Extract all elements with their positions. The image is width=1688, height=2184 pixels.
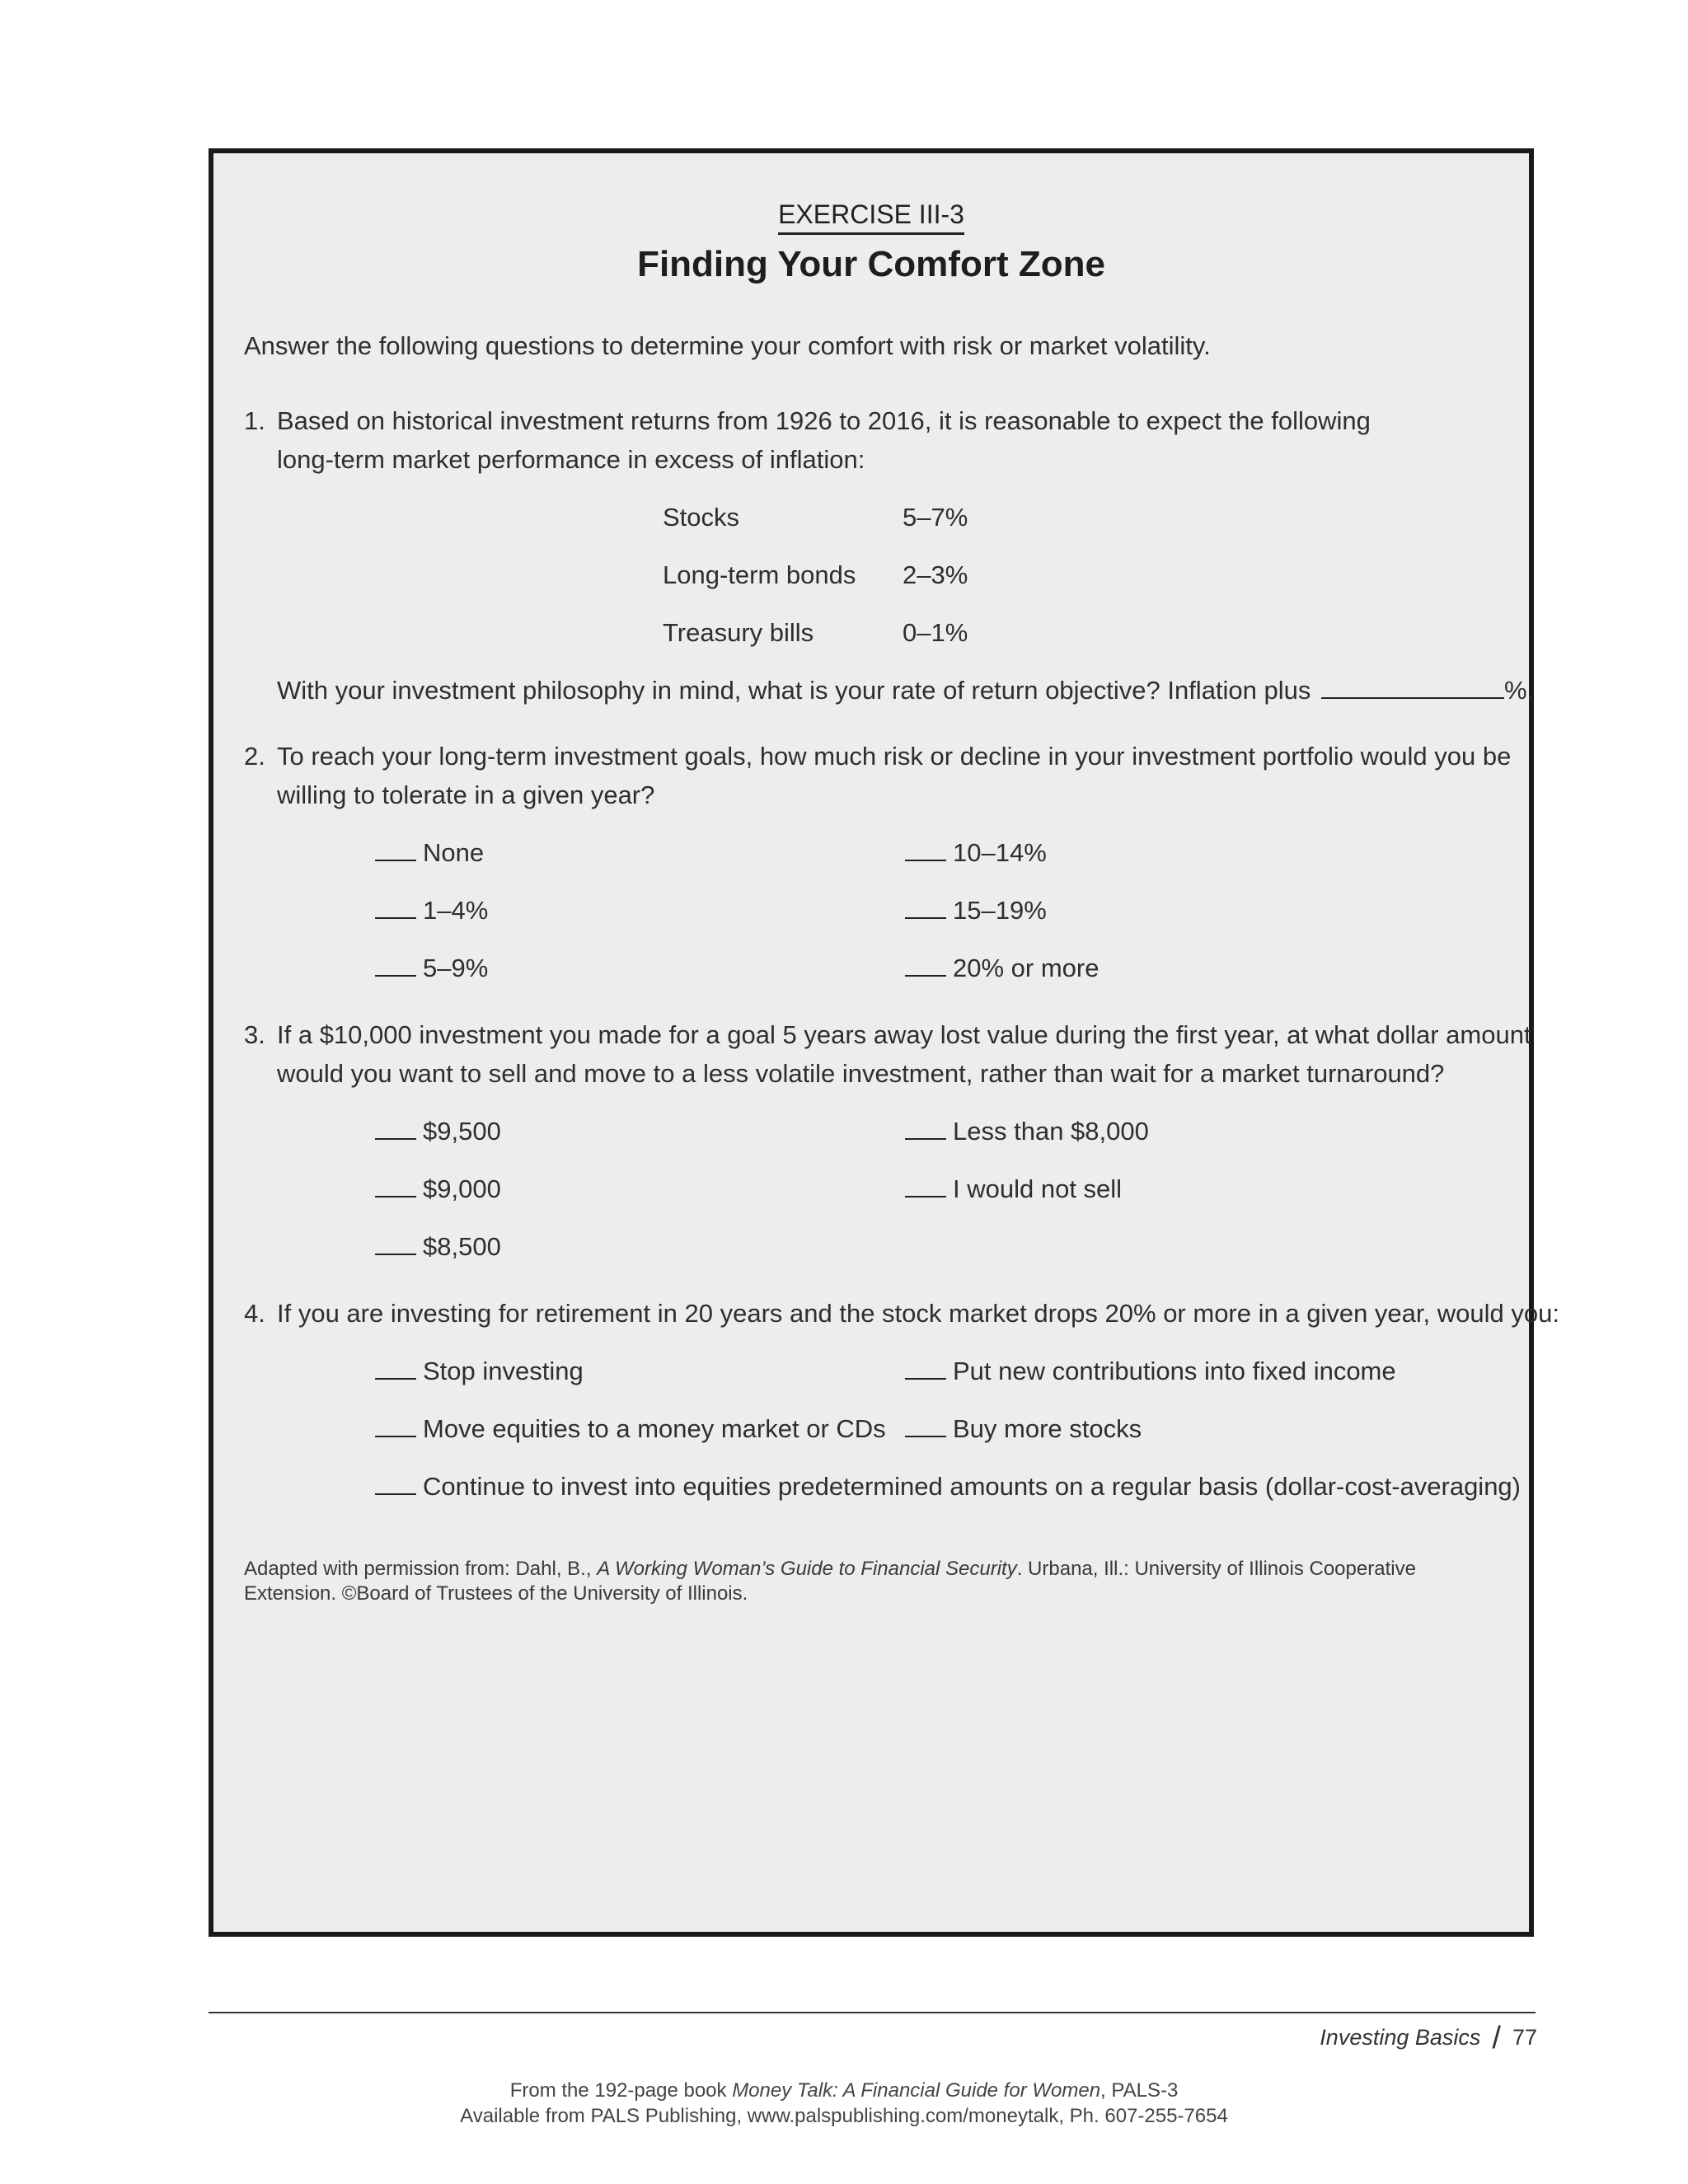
q3-option[interactable]: $8,500 [375, 1227, 501, 1266]
footer-note-line2: Available from PALS Publishing, www.palspublishing.com/moneytalk, Ph. 607-255-7654 [460, 2105, 1228, 2127]
return-objective-blank[interactable] [1321, 673, 1504, 699]
answer-blank [375, 1117, 416, 1140]
q2-number: 2. [244, 742, 265, 771]
q4-option[interactable]: Buy more stocks [905, 1409, 1142, 1448]
answer-blank [375, 1357, 416, 1380]
q3-text-line1: If a $10,000 investment you made for a goal 5 years away lost value during the first year, at what dollar amount [277, 1020, 1531, 1049]
q2-option[interactable]: 5–9% [375, 949, 488, 987]
q2-option[interactable]: 1–4% [375, 891, 488, 930]
q4-number: 4. [244, 1299, 265, 1328]
exercise-title: Finding Your Comfort Zone [637, 244, 1105, 284]
q1-prompt: With your investment philosophy in mind, what is your rate of return objective? Inflation plus %. [277, 671, 1534, 710]
section-name: Investing Basics [1320, 2025, 1481, 2050]
q4-text-line1: If you are investing for retirement in 20 years and the stock market drops 20% or more in a given year, would you: [277, 1299, 1559, 1328]
answer-blank [375, 1472, 416, 1495]
q4-option[interactable]: Stop investing [375, 1352, 584, 1390]
q3-option[interactable]: Less than $8,000 [905, 1112, 1149, 1151]
answer-blank [375, 1414, 416, 1437]
q1-return-bonds: 2–3% [903, 560, 968, 589]
q1-asset-stocks: Stocks [663, 503, 740, 532]
q3-option[interactable]: I would not sell [905, 1169, 1122, 1208]
q1-number: 1. [244, 406, 265, 435]
footer-rule [209, 2012, 1536, 2013]
exercise-box [209, 148, 1559, 1937]
answer-blank [905, 1174, 946, 1197]
q1-text-line2: long-term market performance in excess of inflation: [277, 445, 865, 474]
answer-blank [375, 1232, 416, 1255]
q4-option[interactable]: Put new contributions into fixed income [905, 1352, 1396, 1390]
answer-blank [905, 896, 946, 919]
separator: / [1492, 2021, 1501, 2055]
q3-option[interactable]: $9,500 [375, 1112, 501, 1151]
answer-blank [375, 954, 416, 977]
footer-note-line1: From the 192-page book Money Talk: A Financial Guide for Women, PALS-3 [509, 2079, 1179, 2102]
footer-section [1320, 2021, 1537, 2056]
q2-option[interactable]: None [375, 833, 484, 872]
answer-blank [905, 1357, 946, 1380]
answer-blank [905, 1117, 946, 1140]
q3-option[interactable]: $9,000 [375, 1169, 501, 1208]
q2-option[interactable]: 20% or more [905, 949, 1099, 987]
exercise-intro: Answer the following questions to determine your comfort with risk or market volatility. [244, 331, 1211, 360]
q2-text-line1: To reach your long-term investment goals, how much risk or decline in your investment portfolio would you be [277, 742, 1512, 771]
q2-option[interactable]: 15–19% [905, 891, 1047, 930]
q1-return-stocks: 5–7% [903, 503, 968, 532]
answer-blank [375, 1174, 416, 1197]
q1-asset-tbills: Treasury bills [663, 618, 814, 647]
answer-blank [375, 838, 416, 861]
q2-option[interactable]: 10–14% [905, 833, 1047, 872]
q1-asset-bonds: Long-term bonds [663, 560, 856, 589]
credit-line2: Extension. ©Board of Trustees of the University of Illinois. [244, 1582, 748, 1605]
credit-line1: Adapted with permission from: Dahl, B., A Working Woman’s Guide to Financial Security. Urbana, Ill.: University of Illinois Cooperative [244, 1558, 1416, 1580]
answer-blank [905, 838, 946, 861]
q1-return-tbills: 0–1% [903, 618, 968, 647]
q4-option[interactable]: Continue to invest into equities predetermined amounts on a regular basis (dollar-cost-averaging) [375, 1467, 1521, 1506]
q3-number: 3. [244, 1020, 265, 1049]
q1-text-line1: Based on historical investment returns from 1926 to 2016, it is reasonable to expect the following [277, 406, 1371, 435]
exercise-label: EXERCISE III-3 [213, 199, 1529, 230]
answer-blank [375, 896, 416, 919]
answer-blank [905, 954, 946, 977]
q4-option[interactable]: Move equities to a money market or CDs [375, 1409, 886, 1448]
page-number: 77 [1512, 2025, 1537, 2050]
q3-text-line2: would you want to sell and move to a less volatile investment, rather than wait for a market turnaround? [277, 1059, 1445, 1088]
answer-blank [905, 1414, 946, 1437]
q2-text-line2: willing to tolerate in a given year? [277, 780, 655, 809]
